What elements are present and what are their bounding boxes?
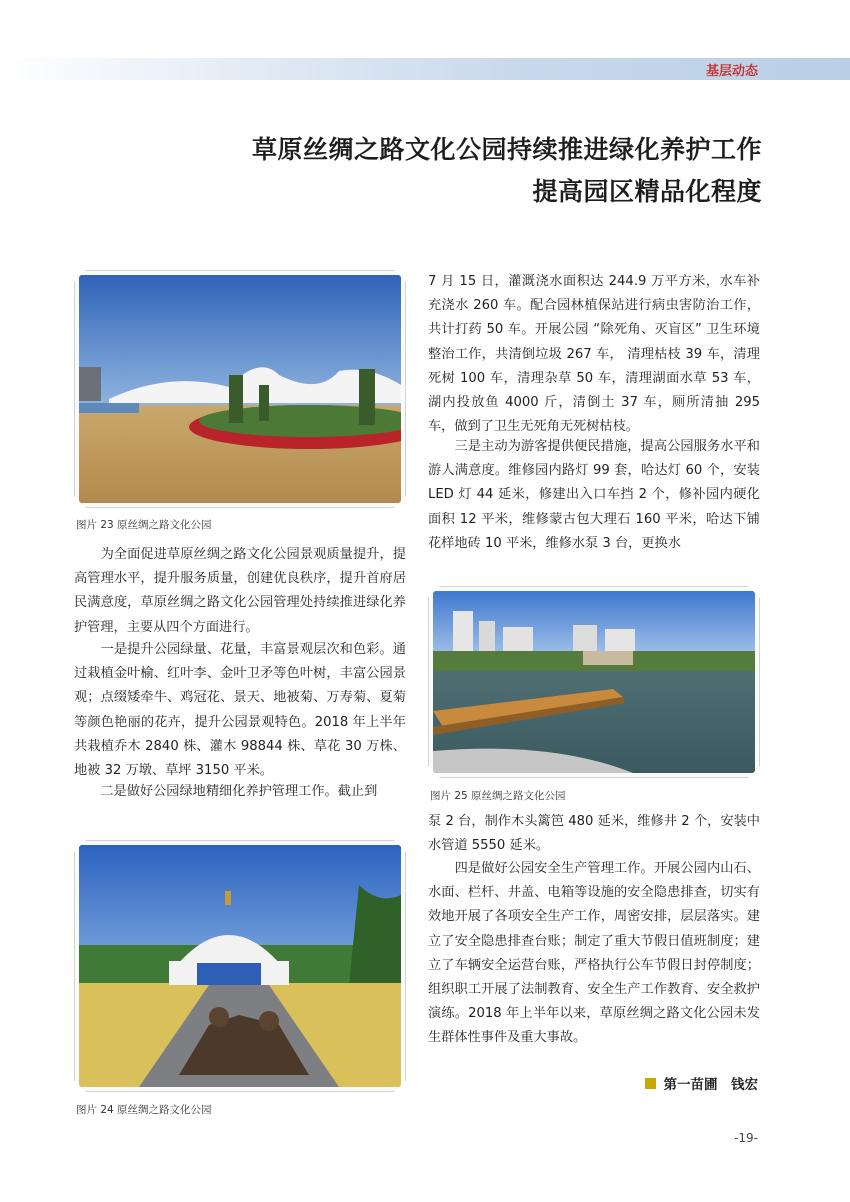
- right-para-1: 7 月 15 日，灌溉浇水面积达 244.9 万平方米，水车补充浇水 260 车。配合园林植保站进行病虫害防治工作，共计打药 50 车。开展公园 “除死角、灭盲区” 卫生环境整治工作，共清倒垃圾 267 车， 清理枯枝 39 车，清理死树 100 车，清理杂草 50 车，清理湖面水草 53 车，湖内投放鱼 4000 斤，清倒土 37 车，厕所清抽 295 车，做到了卫生无死角无死树枯枝。: [428, 274, 765, 435]
- figure-24-photo: [79, 845, 401, 1087]
- left-para-3: 二是做好公园绿地精细化养护管理工作。截止到: [74, 784, 378, 799]
- figure-23-photo: [79, 275, 401, 503]
- lake-boardwalk-photo: [433, 591, 755, 773]
- figure-24-frame: [74, 840, 406, 1092]
- yurt-statues-photo: [79, 845, 401, 1087]
- figure-23-frame: [74, 270, 406, 508]
- park-sculpture-photo: [79, 275, 401, 503]
- figure-24-caption: 图片 24 原丝绸之路文化公园: [76, 1104, 212, 1116]
- figure-23-caption: 图片 23 原丝绸之路文化公园: [76, 519, 212, 531]
- figure-25-frame: [428, 586, 760, 778]
- figure-25-caption: 图片 25 原丝绸之路文化公园: [430, 790, 566, 802]
- article-title-line2: 提高园区精品化程度: [532, 177, 762, 206]
- right-para-2: 三是主动为游客提供便民措施，提高公园服务水平和游人满意度。维修园内路灯 99 套，哈达灯 60 个，安装 LED 灯 44 延米，修建出入口车挡 2 个，修补园内硬化面积 12 平米，维修蒙古包大理石 160 平米，哈达下铺花样地砖 10 平米，维修水泵 3 台，更换水: [428, 439, 765, 551]
- section-label: 基层动态: [705, 64, 758, 79]
- byline-author: 第一苗圃 钱宏: [663, 1077, 758, 1093]
- byline: [645, 1073, 759, 1093]
- left-para-1: 为全面促进草原丝绸之路文化公园景观质量提升，提高管理水平，提升服务质量，创建优良秩序，提升首府居民满意度，草原丝绸之路文化公园管理处持续推进绿化养护管理，主要从四个方面进行。: [74, 547, 406, 635]
- right-para-4: 四是做好公园安全生产管理工作。开展公园内山石、水面、栏杆、井盖、电箱等设施的安全隐患排查，切实有效地开展了各项安全生产工作，周密安排，层层落实。建立了安全隐患排查台账；制定了重大节假日值班制度；建立了车辆安全运营台账，严格执行公车节假日封停制度；组织职工开展了法制教育、安全生产工作教育、安全救护演练。2018 年上半年以来，草原丝绸之路文化公园未发生群体性事件及重大事故。: [428, 861, 760, 1046]
- article-title-line1: 草原丝绸之路文化公园持续推进绿化养护工作: [251, 135, 762, 164]
- figure-25-photo: [433, 591, 755, 773]
- right-para-3: 泵 2 台，制作木头篱笆 480 延米，维修井 2 个，安装中水管道 5550 延米。: [428, 814, 760, 854]
- left-para-2: 一是提升公园绿量、花量，丰富景观层次和色彩。通过栽植金叶榆、红叶李、金叶卫矛等色叶树，丰富公园景观；点缀矮牵牛、鸡冠花、景天、地被菊、万寿菊、夏菊等颜色艳丽的花卉，提升公园景观特色。2018 年上半年共栽植乔木 2840 株、灌木 98844 株、草花 30 万株、地被 32 万墩、草坪 3150 平米。: [74, 642, 406, 779]
- byline-square-icon: [645, 1078, 656, 1089]
- page-number: -19-: [734, 1131, 758, 1145]
